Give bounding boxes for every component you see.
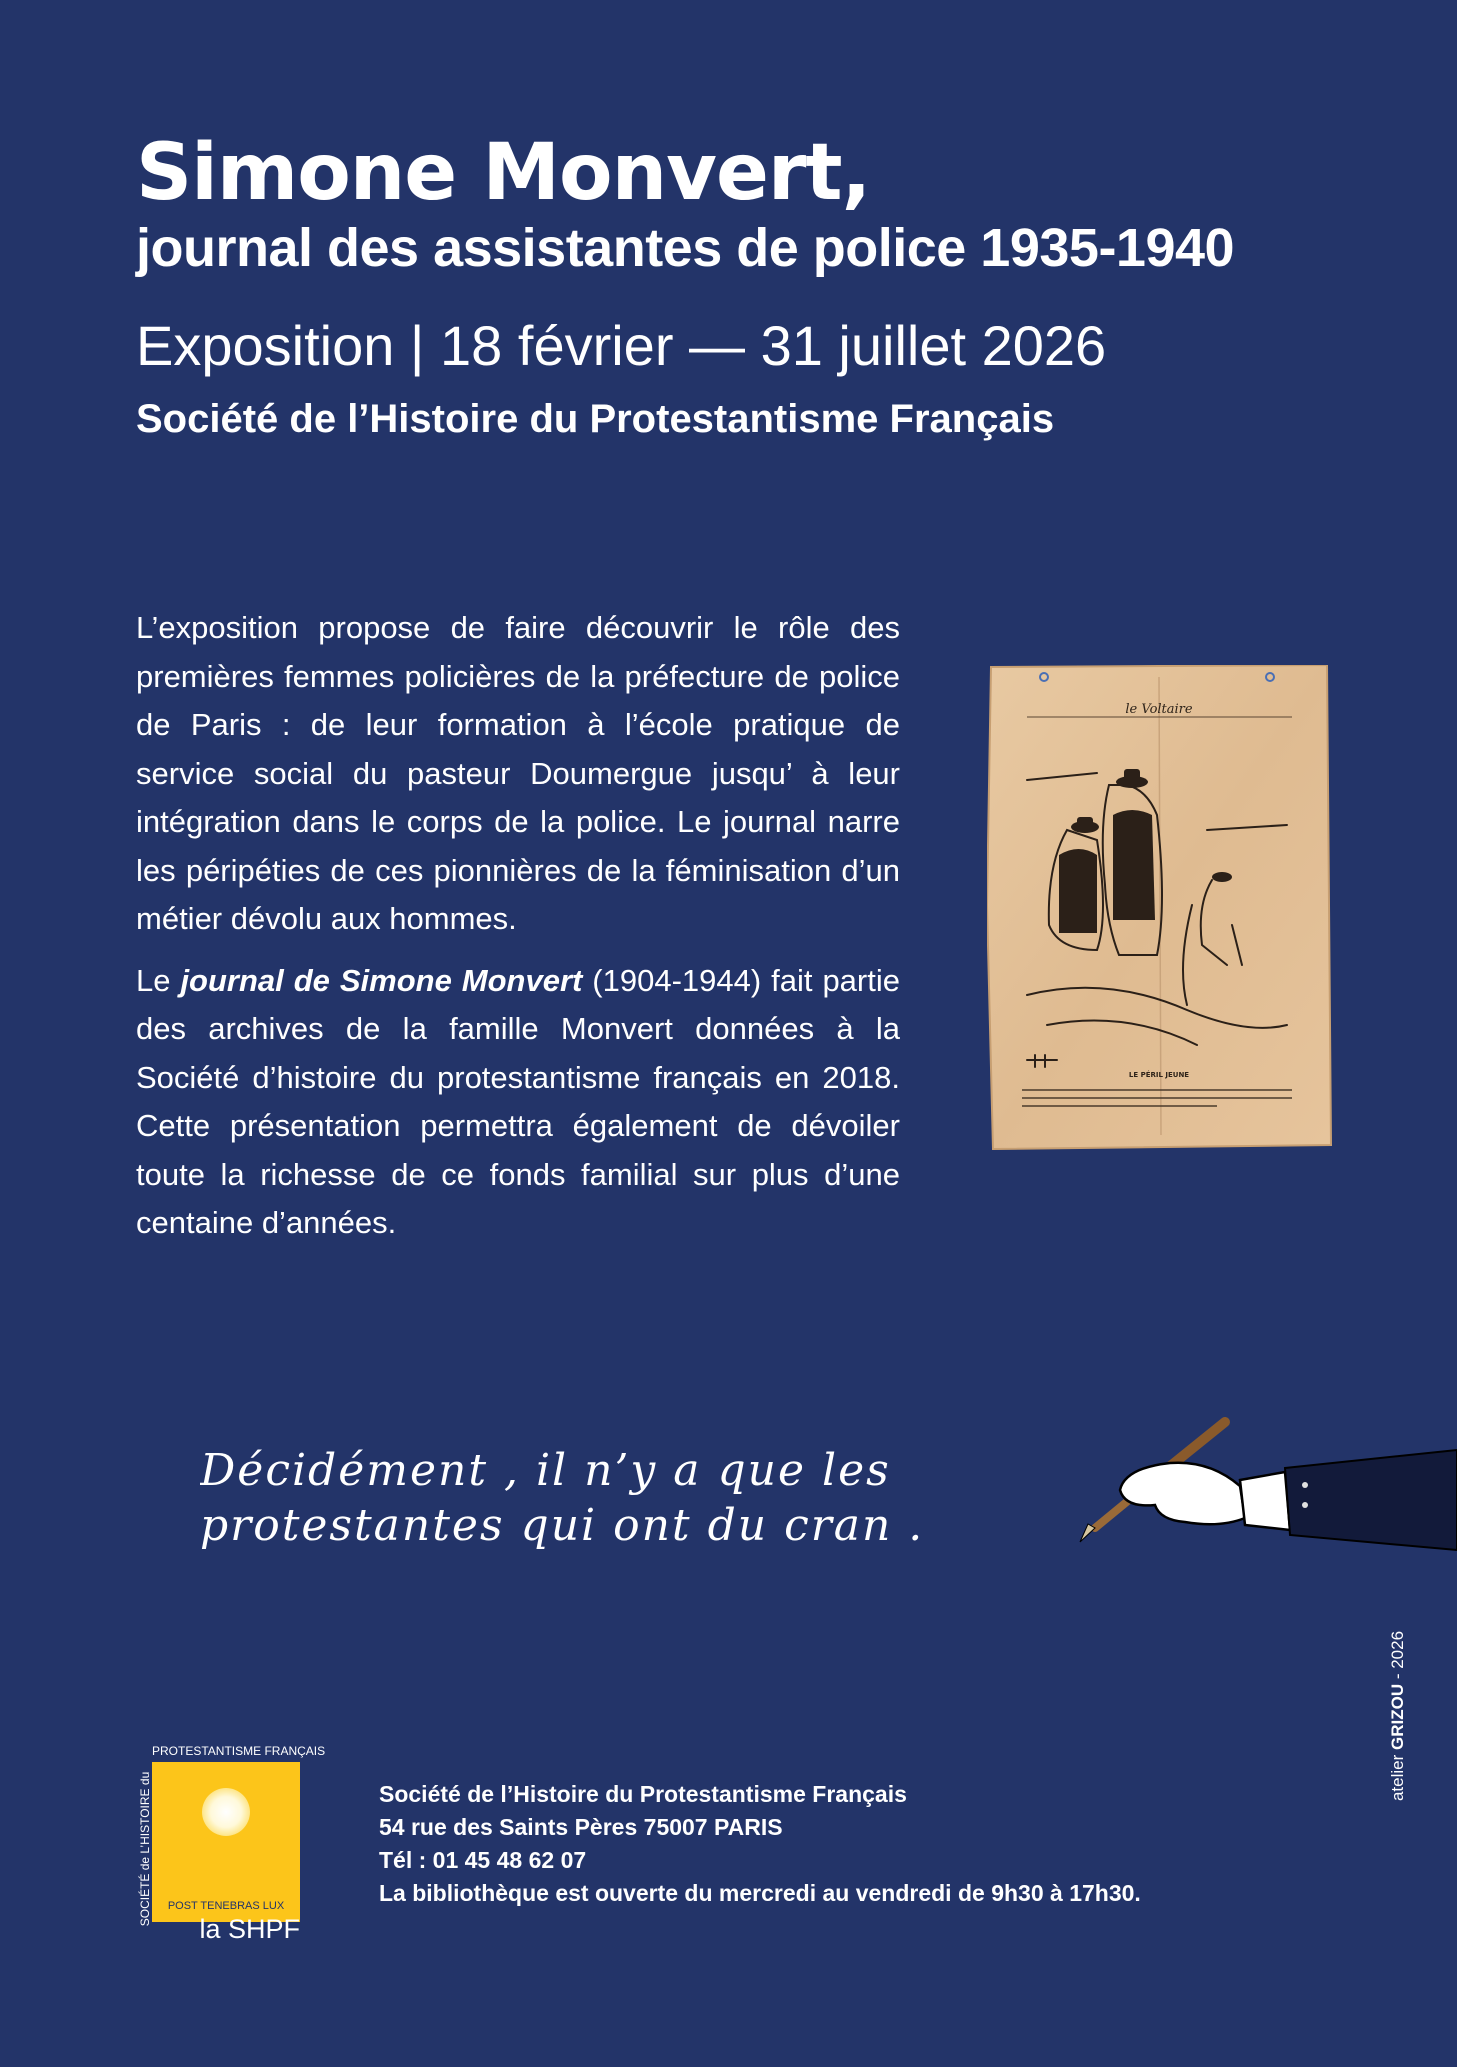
description	[136, 604, 900, 1261]
credit-year: - 2026	[1388, 1630, 1407, 1680]
cartoon-caption: LE PÉRIL JEUNE	[1128, 1071, 1190, 1079]
contact-address: 54 rue des Saints Pères 75007 PARIS	[379, 1814, 783, 1840]
handwriting-line-1: Décidément , il n’y a que les	[200, 1445, 891, 1496]
newspaper-masthead: le Voltaire	[1125, 702, 1193, 717]
paragraph-2-prefix: Le	[136, 962, 181, 998]
shpf-logo	[134, 1744, 326, 1944]
description-paragraph-1: L’exposition propose de faire découvrir le rôle des premières femmes policières de la préfecture de police de Paris : de leur formation à l’école pratique de service social du pasteur Doumergue jusqu’ à leur intégration dans le corps de la police. Le journal narre les péripéties de ces pionnières de la féminisation d’un métier dévolu aux hommes.	[136, 610, 900, 936]
handwriting-line-2: protestantes qui ont du cran .	[200, 1500, 925, 1551]
credit-name: GRIZOU	[1388, 1683, 1407, 1750]
logo-short-name: la SHPF	[199, 1914, 300, 1944]
sun-icon	[202, 1788, 250, 1836]
logo-side-text: SOCIÉTÉ de L’HISTOIRE du	[138, 1771, 152, 1927]
credit-prefix: atelier	[1388, 1754, 1407, 1802]
exhibition-title: Simone Monvert,	[136, 128, 871, 218]
paragraph-2-rest: (1904-1944) fait partie des archives de la famille Monvert données à la Société d’histoire du protestantisme français en 2018. Cette présentation permettra également de dévoiler toute la richesse de ce fonds familial sur plus d’une centaine d’années.	[136, 962, 900, 1240]
hand-holding-pen-icon	[1080, 1422, 1457, 1550]
description-paragraph-2	[136, 957, 900, 1248]
logo-top-text: PROTESTANTISME FRANÇAIS	[152, 1744, 326, 1758]
logo-motto: POST TENEBRAS LUX	[167, 1900, 285, 1912]
contact-organization: Société de l’Histoire du Protestantisme Français	[379, 1781, 907, 1807]
handwritten-quote	[200, 1380, 1457, 1580]
design-credit	[1388, 1596, 1408, 1836]
contact-info	[379, 1778, 1141, 1910]
exhibition-dates: Exposition | 18 février — 31 juillet 2026	[136, 314, 1107, 377]
newspaper-illustration	[987, 665, 1332, 1150]
exhibition-subtitle: journal des assistantes de police 1935-1940	[136, 218, 1235, 278]
contact-phone: Tél : 01 45 48 62 07	[379, 1847, 587, 1873]
library-hours: La bibliothèque est ouverte du mercredi au vendredi de 9h30 à 17h30.	[379, 1880, 1141, 1906]
organization-name: Société de l’Histoire du Protestantisme Français	[136, 397, 1055, 441]
logo-square	[152, 1762, 300, 1922]
journal-title-emphasis: journal de Simone Monvert	[180, 962, 583, 998]
